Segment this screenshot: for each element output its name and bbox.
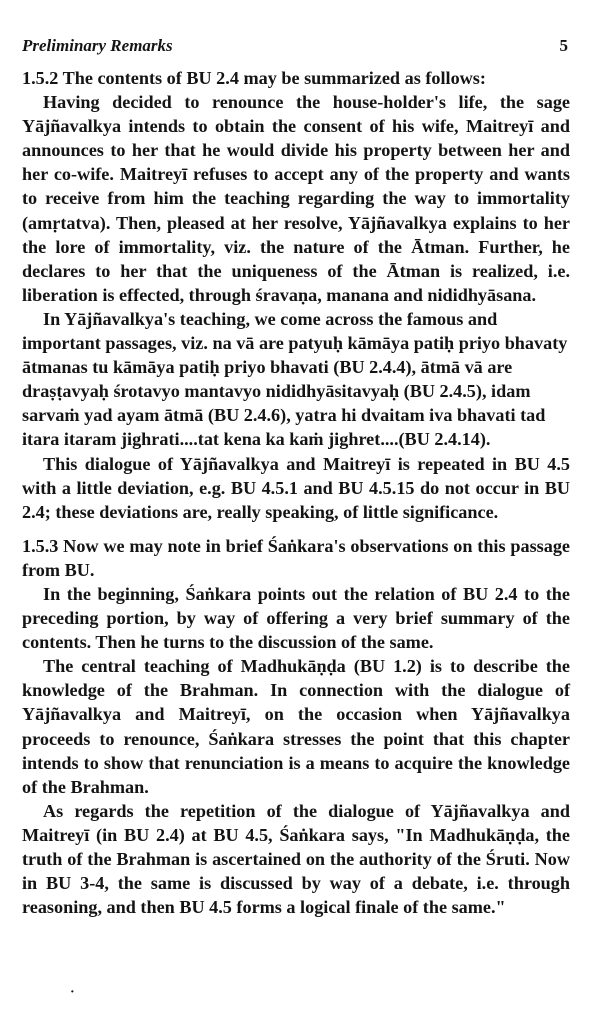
section-1-5-2-paragraph-2: In Yājñavalkya's teaching, we come across the famous and important passages, viz. na vā are patyuḥ kāmāya patiḥ priyo bhavaty ātmanas tu kāmāya patiḥ priyo bhavati (BU 2.4.4), ātmā vā are draṣṭavyaḥ śrotavyo mantavyo nididhyāsitavyaḥ (BU 2.4.5), idam sarvaṁ yad ayam ātmā (BU 2.4.6), yatra hi dvaitam iva bhavati tad itara itaram jighrati....tat kena ka kaṁ jighret....(BU 2.4.14).	[22, 308, 568, 450]
page-body	[22, 66, 570, 919]
section-1-5-3-paragraph-3: As regards the repetition of the dialogue of Yājñavalkya and Maitreyī (in BU 2.4) at BU 4.5, Śaṅkara says, "In Madhukāṇḍa, the truth of the Brahman is ascertained on the authority of the Śruti. Now in BU 3-4, the same is discussed by way of a debate, i.e. through reasoning, and then BU 4.5 forms a logical finale of the same."	[22, 800, 570, 918]
section-1-5-2-paragraph-1: Having decided to renounce the house-holder's life, the sage Yājñavalkya intends to obtain the consent of his wife, Maitreyī and announces to her that he would divide his property between her and her co-wife. Maitreyī refuses to accept any of the property and wants to receive from him the teaching regarding the way to immortality (amṛtatva). Then, pleased at her resolve, Yājñavalkya explains to her the lore of immortality, viz. the nature of the Ātman. Further, he declares to her that the uniqueness of the Ātman is realized, i.e. liberation is effected, through śravaṇa, manana and nididhyāsana.	[22, 92, 570, 305]
running-header	[22, 36, 568, 56]
section-1-5-3-paragraph-2: The central teaching of Madhukāṇḍa (BU 1.2) is to describe the knowledge of the Brahman. In connection with the dialogue of Yājñavalkya and Maitreyī, on the occasion when Yājñavalkya proceeds to renounce, Śaṅkara stresses the point that this chapter intends to show that renunciation is a means to acquire the knowledge of the Brahman.	[22, 656, 570, 797]
section-1-5-3-paragraph-1: In the beginning, Śaṅkara points out the relation of BU 2.4 to the preceding portion, by way of offering a very brief summary of the contents. Then he turns to the discussion of the same.	[22, 583, 570, 653]
section-1-5-2-paragraph-3: This dialogue of Yājñavalkya and Maitreyī is repeated in BU 4.5 with a little deviation, e.g. BU 4.5.1 and BU 4.5.15 do not occur in BU 2.4; these deviations are, really speaking, of little significance.	[22, 453, 570, 522]
section-1-5-3-heading: 1.5.3 Now we may note in brief Śaṅkara's observations on this passage from BU.	[22, 535, 570, 580]
page-number: 5	[559, 36, 568, 55]
section-gap	[22, 524, 570, 534]
stray-mark: ·	[70, 985, 75, 1000]
section-1-5-2-heading: 1.5.2 The contents of BU 2.4 may be summarized as follows:	[22, 68, 486, 88]
running-title: Preliminary Remarks	[22, 36, 173, 55]
